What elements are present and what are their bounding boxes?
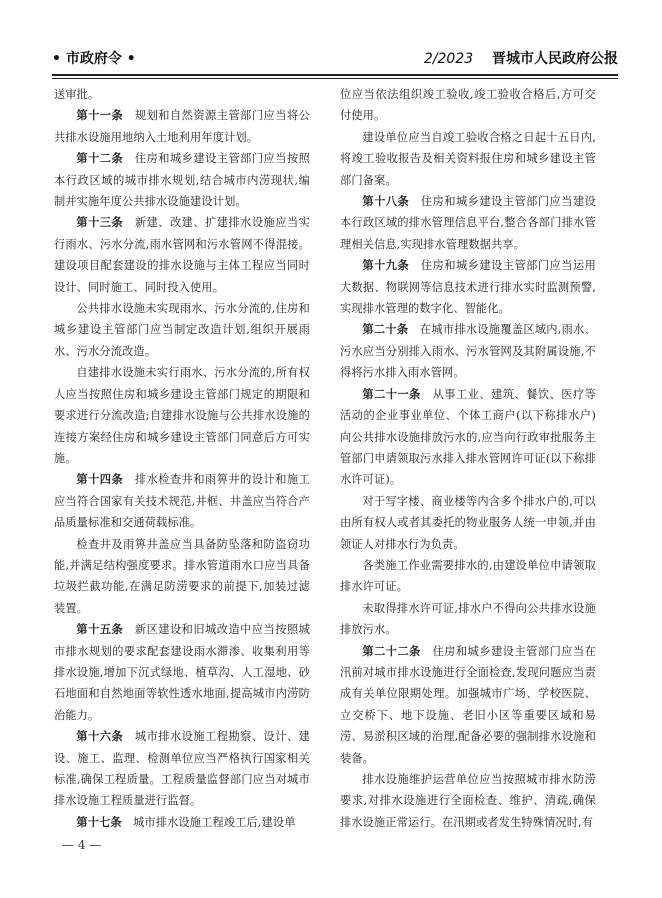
paragraph-text: 城市排水设施工程勘察、设计、建设、施工、监理、检测单位应当严格执行国家相关标准,确保工程质量。工程质量监督部门应当对城市排水设施工程质量进行监督。: [54, 730, 310, 808]
paragraph-text: 排水设施维护运营单位应当按照城市排水防涝要求,对排水设施进行全面检查、维护、清疏,确保排水设施正常运行。在汛期或者发生特殊情况时,有: [340, 773, 596, 829]
paragraph: [54, 148, 310, 212]
article-number: 第十九条: [362, 259, 410, 273]
paragraph-text: 建设单位应当自竣工验收合格之日起十五日内,将竣工验收报告及相关资料报住房和城乡建设主管部门备案。: [340, 130, 596, 187]
paragraph-text: 位应当依法组织竣工验收,竣工验收合格后,方可交付使用。: [340, 88, 596, 123]
article-number: 第二十一条: [362, 387, 421, 401]
paragraph: [54, 105, 310, 148]
paragraph: [340, 641, 596, 769]
paragraph: [340, 491, 596, 555]
article-number: 第十六条: [76, 730, 124, 744]
article-number: 第二十二条: [362, 644, 421, 658]
paragraph-text: 住房和城乡建设主管部门应当建设本行政区域的排水管理信息平台,整合各部门排水管理相关信息,实现排水管理数据共享。: [340, 195, 596, 251]
paragraph: [54, 812, 310, 833]
article-number: 第十七条: [76, 815, 122, 829]
paragraph: [54, 212, 310, 298]
paragraph: [340, 598, 596, 641]
right-column: [340, 84, 596, 833]
paragraph-text: 城市排水设施工程竣工后,建设单: [133, 815, 296, 829]
paragraph-text: 新建、改建、扩建排水设施应当实行雨水、污水分流,雨水管网和污水管网不得混接。建设项目配套建设的排水设施与主体工程应当同时设计、同时施工、同时投入使用。: [54, 216, 310, 294]
paragraph: [340, 84, 596, 127]
paragraph: [54, 534, 310, 620]
page-number: — 4 —: [62, 838, 102, 852]
paragraph: [340, 319, 596, 383]
section-label: • 市政府令 •: [52, 51, 136, 67]
paragraph: [54, 362, 310, 469]
paragraph: [340, 127, 596, 191]
paragraph-text: 住房和城乡建设主管部门应当按照本行政区域的城市排水规划,结合城市内涝现状,编制并实施年度公共排水设施建设计划。: [54, 152, 310, 209]
paragraph-text: 未取得排水许可证,排水户不得向公共排水设施排放污水。: [340, 601, 596, 637]
paragraph: [340, 769, 596, 833]
paragraph-text: 规划和自然资源主管部门应当将公共排水设施用地纳入土地利用年度计划。: [54, 109, 310, 144]
paragraph-text: 在城市排水设施覆盖区域内,雨水、污水应当分别排入雨水、污水管网及其附属设施,不得将污水排入雨水管网。: [340, 323, 596, 380]
paragraph-text: 住房和城乡建设主管部门应当在汛前对城市排水设施进行全面检查,发现问题应当责成有关单位限期处理。加强城市广场、学校医院、立交桥下、地下设施、老旧小区等重要区域和易涝、易淤积区域的治理,配备必要的强制排水设施和装备。: [340, 644, 596, 765]
paragraph: [340, 384, 596, 491]
paragraph-text: 从事工业、建筑、餐饮、医疗等活动的企业事业单位、个体工商户(以下称排水户)向公共排水设施排放污水的,应当向行政审批服务主管部门申请领取污水排入排水管网许可证(以下称排水许可证)。: [340, 387, 596, 487]
paragraph-text: 住房和城乡建设主管部门应当运用大数据、物联网等信息技术进行排水实时监测预警,实现排水管理的数字化、智能化。: [340, 259, 596, 316]
paragraph: [54, 726, 310, 812]
page-header: [52, 46, 618, 72]
paragraph: [54, 619, 310, 726]
article-number: 第十三条: [76, 216, 124, 230]
paragraph: [54, 469, 310, 533]
article-number: 第十五条: [76, 623, 124, 637]
article-number: 第十四条: [76, 473, 124, 487]
article-number: 第十八条: [362, 195, 410, 209]
paragraph-text: 对于写字楼、商业楼等内含多个排水户的,可以由所有权人或者其委托的物业服务人统一申领,并由领证人对排水行为负责。: [340, 494, 596, 551]
header-rule-thin: [52, 78, 618, 79]
paragraph-text: 新区建设和旧城改造中应当按照城市排水规划的要求配套建设雨水滞渗、收集利用等排水设施,增加下沉式绿地、植草沟、人工湿地、砂石地面和自然地面等软性透水地面,提高城市内涝防治能力。: [54, 623, 310, 722]
paragraph-text: 各类施工作业需要排水的,由建设单位申请领取排水许可证。: [340, 558, 596, 594]
paragraph-text: 检查井及雨箅井盖应当具备防坠落和防盗窃功能,并满足结构强度要求。排水管道雨水口应当具备垃圾拦截功能,在满足防涝要求的前提下,加装过滤装置。: [54, 537, 310, 615]
paragraph-text: 排水检查井和雨箅井的设计和施工应当符合国家有关技术规范,井框、井盖应当符合产品质量标准和交通荷载标准。: [54, 473, 310, 530]
header-rule-thick: [52, 74, 618, 76]
issue-number: 2/2023: [423, 51, 474, 67]
article-number: 第二十条: [362, 323, 409, 337]
paragraph-text: 公共排水设施未实现雨水、污水分流的,住房和城乡建设主管部门应当制定改造计划,组织开展雨水、污水分流改造。: [54, 302, 310, 358]
paragraph: [54, 84, 310, 105]
paragraph: [340, 255, 596, 319]
paragraph: [340, 191, 596, 255]
paragraph-text: 送审批。: [54, 88, 100, 101]
article-number: 第十一条: [76, 109, 124, 123]
journal-info: [424, 48, 618, 68]
paragraph: [54, 298, 310, 362]
paragraph-text: 自建排水设施未实行雨水、污水分流的,所有权人应当按照住房和城乡建设主管部门规定的期限和要求进行分流改造;自建排水设施与公共排水设施的连接方案经住房和城乡建设主管部门同意后方可实施。: [54, 366, 310, 465]
left-column: [54, 84, 310, 833]
journal-title: 晋城市人民政府公报: [492, 51, 618, 67]
paragraph: [340, 555, 596, 598]
article-number: 第十二条: [76, 152, 124, 166]
